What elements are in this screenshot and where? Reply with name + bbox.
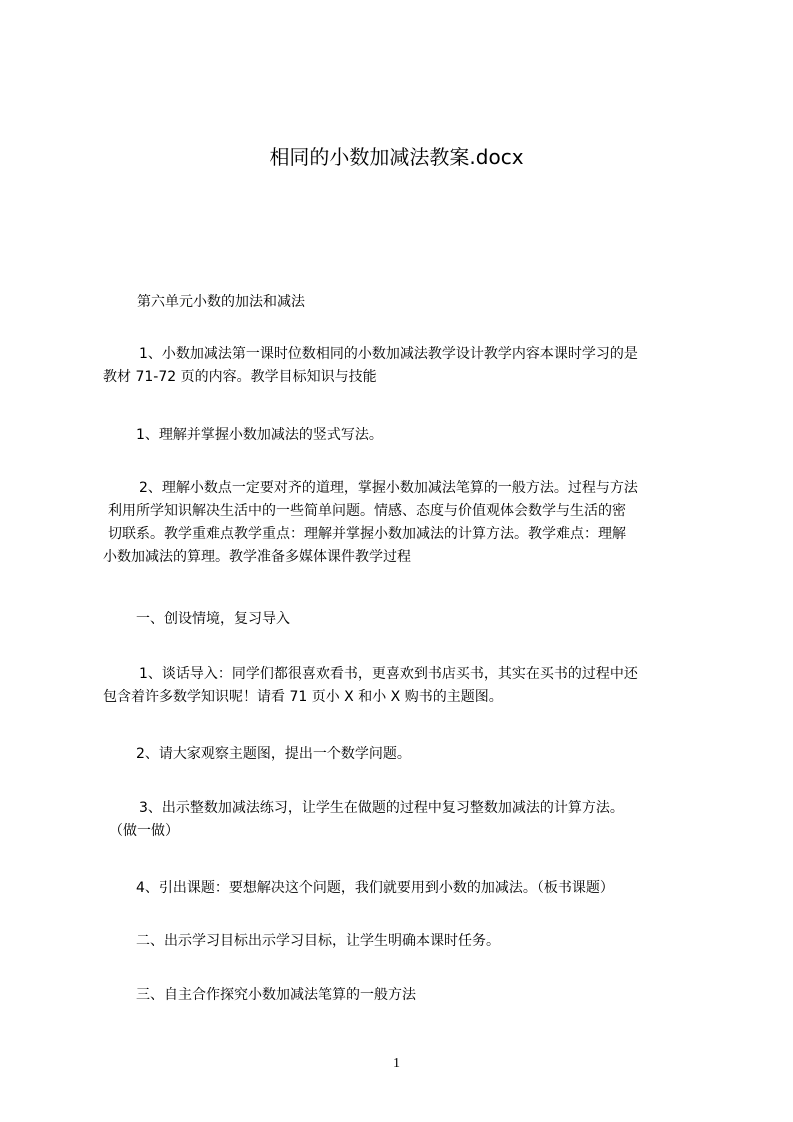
paragraph-section-3-heading (102, 984, 712, 1007)
text-line: 第六单元小数的加法和减法 (137, 294, 305, 310)
paragraph-section-1-heading (102, 608, 712, 631)
text-line: 2、理解小数点一定要对齐的道理，掌握小数加减法笔算的一般方法。过程与方法 (139, 480, 638, 496)
text-line: 利用所学知识解决生活中的一些简单问题。情感、态度与价值观体会数学与生活的密 (108, 503, 626, 519)
paragraph-step-2 (102, 743, 712, 766)
paragraph-unit-heading (102, 291, 712, 314)
text-line: 1、小数加减法第一课时位数相同的小数加减法教学设计教学内容本课时学习的是 (139, 346, 638, 362)
text-line: 1、理解并掌握小数加减法的竖式写法。 (136, 427, 383, 443)
text-line: 1、谈话导入：同学们都很喜欢看书，更喜欢到书店买书，其实在买书的过程中还 (139, 666, 638, 682)
paragraph-lesson-intro (102, 343, 712, 389)
paragraph-objective-1 (102, 424, 712, 447)
text-line: 4、引出课题：要想解决这个问题，我们就要用到小数的加减法。（板书课题） (136, 880, 614, 896)
text-line: 教材 71-72 页的内容。教学目标知识与技能 (103, 369, 377, 385)
document-title: 相同的小数加减法教案.docx (269, 145, 524, 169)
text-line: 二、出示学习目标出示学习目标，让学生明确本课时任务。 (136, 933, 500, 949)
text-line: 一、创设情境，复习导入 (136, 611, 290, 627)
text-line: 小数加减法的算理。教学准备多媒体课件教学过程 (103, 549, 411, 565)
paragraph-step-3 (102, 797, 712, 843)
text-line: 包含着许多数学知识呢！请看 71 页小 X 和小 X 购书的主题图。 (103, 689, 503, 705)
text-line: 三、自主合作探究小数加减法笔算的一般方法 (136, 987, 416, 1003)
paragraph-objective-2 (102, 477, 712, 569)
text-line: 3、出示整数加减法练习，让学生在做题的过程中复习整数加减法的计算方法。 (139, 800, 624, 816)
paragraph-step-4 (102, 877, 712, 900)
paragraph-section-2-heading (102, 930, 712, 953)
text-line: （做一做） (109, 823, 179, 839)
text-line: 2、请大家观察主题图，提出一个数学问题。 (136, 746, 411, 762)
text-line: 切联系。教学重难点教学重点：理解并掌握小数加减法的计算方法。教学难点：理解 (108, 526, 626, 542)
page-number: 1 (393, 1056, 400, 1071)
paragraph-step-1 (102, 663, 712, 709)
